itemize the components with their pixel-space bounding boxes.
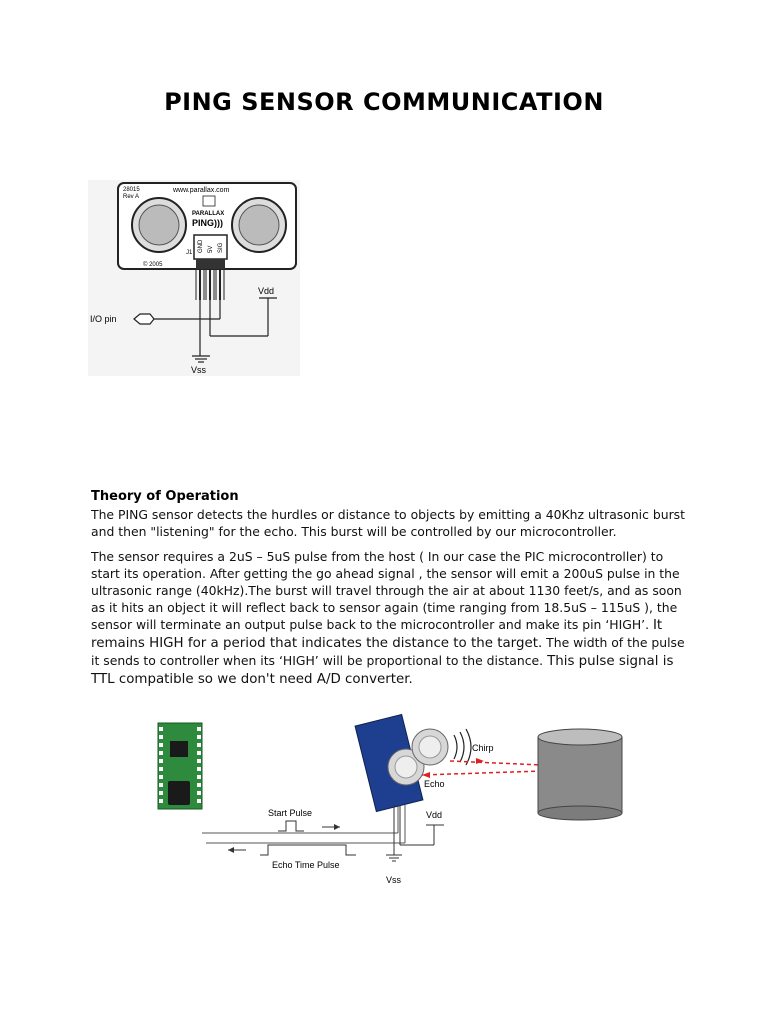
vss-label-2: Vss <box>386 875 402 885</box>
part-number: 28015 <box>123 187 140 193</box>
brand-label: PARALLAX <box>192 211 225 217</box>
start-pulse-waveform <box>278 821 304 831</box>
vdd-label: Vdd <box>258 286 275 296</box>
io-pin-label: I/O pin <box>90 314 117 324</box>
product-label: PING))) <box>192 218 223 228</box>
paragraph-2-part-b: It remains HIGH for a period that indicates the distance to the target. <box>91 618 663 651</box>
theory-heading: Theory of Operation <box>91 489 239 504</box>
connector-label: J1 <box>186 250 193 256</box>
ping-module-diagram <box>88 180 300 376</box>
vdd-label-2: Vdd <box>426 810 443 820</box>
chirp-label: Chirp <box>472 743 494 753</box>
paragraph-2-part-a: The sensor requires a 2uS – 5uS pulse from the host ( In our case the PIC microcontroller) to start its operation. After getting the go ahead signal , the sensor will emit a 200uS pulse in the ultrasonic range (40kHz).The burst will travel through the air at about 1130 feet/s, and as soon as it hits an object it will reflect back to sensor again (time ranging from 18.5uS – 115uS ), the sensor will terminate an output pulse back to the microcontroller and make its pin ‘HIGH’. <box>91 549 682 632</box>
revision: Rev A <box>123 194 140 200</box>
echo-label: Echo <box>424 779 445 789</box>
target-cylinder <box>538 737 622 813</box>
page-title: PING SENSOR COMMUNICATION <box>164 88 604 116</box>
pin-5v-label: 5V <box>208 245 214 253</box>
echo-pulse-waveform <box>260 845 356 855</box>
copyright-label: © 2005 <box>143 262 163 268</box>
echo-time-pulse-label: Echo Time Pulse <box>272 860 340 870</box>
pin-sig-label: SIG <box>218 242 224 253</box>
vss-label: Vss <box>191 365 207 375</box>
start-pulse-label: Start Pulse <box>268 808 313 818</box>
io-pin-connector <box>134 314 154 324</box>
theory-paragraph-2 <box>91 548 691 688</box>
pin-gnd-label: GND <box>198 239 204 253</box>
paragraph-2-part-d: This pulse signal is TTL compatible so we don't need A/D converter. <box>91 654 674 687</box>
system-diagram <box>150 705 630 895</box>
theory-paragraph-1: The PING sensor detects the hurdles or distance to objects by emitting a 40Khz ultrasonic burst and then "listening" for the echo. This burst will be controlled by our microcontroller. <box>91 507 686 539</box>
paragraph-2-part-c: The width of the pulse it sends to controller when its ‘HIGH’ will be proportional to the distance. <box>91 635 685 668</box>
url-label: www.parallax.com <box>173 187 230 194</box>
